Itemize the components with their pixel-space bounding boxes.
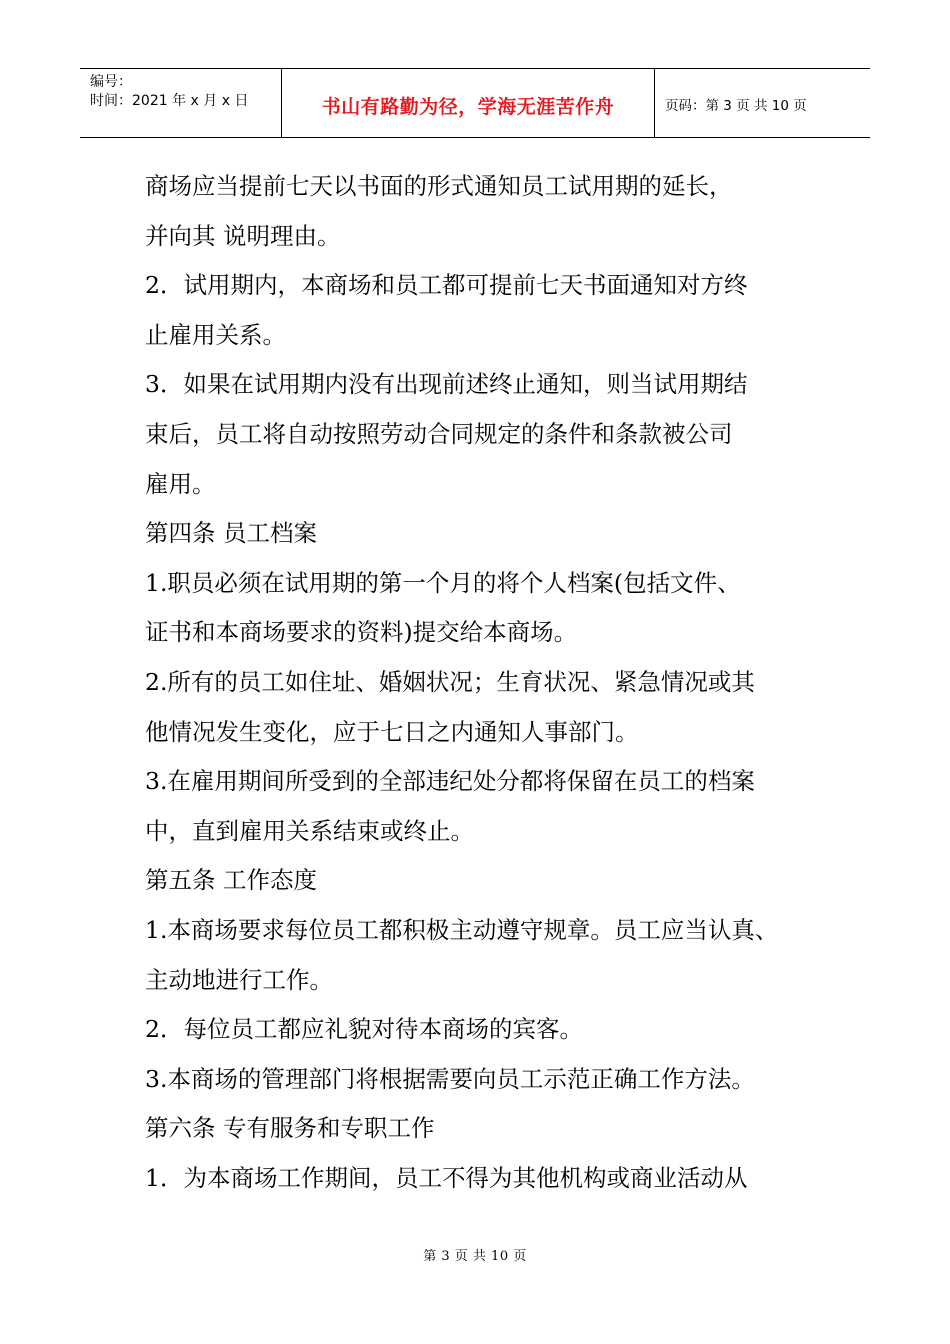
time-label: 时间：2021 年 x 月 x 日 (90, 93, 249, 109)
body-line: 1.职员必须在试用期的第一个月的将个人档案(包括文件、 (145, 568, 741, 597)
body-line: 并向其 说明理由。 (145, 221, 341, 250)
body-line: 证书和本商场要求的资料)提交给本商场。 (145, 618, 578, 647)
document-body (145, 162, 825, 1203)
section-heading: 第五条 工作态度 (145, 866, 317, 895)
body-line: 止雇用关系。 (145, 320, 286, 349)
footer-page-number: 第 3 页 共 10 页 (423, 1249, 527, 1264)
body-line: 1.本商场要求每位员工都积极主动遵守规章。员工应当认真、 (145, 915, 779, 944)
body-line: 2.所有的员工如住址、婚姻状况；生育状况、紧急情况或其 (145, 667, 755, 696)
body-line: 雇用。 (145, 469, 216, 498)
page-info-text: 页码：第 3 页 共 10 页 (665, 98, 807, 114)
body-line: 2．每位员工都应礼貌对待本商场的宾客。 (145, 1015, 583, 1044)
section-heading: 第六条 专有服务和专职工作 (145, 1114, 435, 1143)
body-line: 中，直到雇用关系结束或终止。 (145, 816, 474, 845)
body-line: 1．为本商场工作期间，员工不得为其他机构或商业活动从 (145, 1163, 748, 1192)
header-meta (80, 69, 282, 137)
body-line: 他情况发生变化，应于七日之内通知人事部门。 (145, 717, 639, 746)
page-footer (0, 1245, 950, 1264)
body-line: 商场应当提前七天以书面的形式通知员工试用期的延长， (145, 172, 733, 200)
body-line: 3．如果在试用期内没有出现前述终止通知，则当试用期结 (145, 370, 748, 399)
body-line: 3.在雇用期间所受到的全部违纪处分都将保留在员工的档案 (145, 767, 755, 796)
document-header (80, 68, 870, 138)
body-line: 3.本商场的管理部门将根据需要向员工示范正确工作方法。 (145, 1064, 755, 1093)
header-motto-cell (282, 69, 655, 137)
body-line: 束后，员工将自动按照劳动合同规定的条件和条款被公司 (145, 419, 733, 448)
motto-text: 书山有路勤为径，学海无涯苦作舟 (321, 95, 615, 118)
body-line: 2．试用期内，本商场和员工都可提前七天书面通知对方终 (145, 271, 748, 300)
header-page-info (655, 69, 870, 137)
section-heading: 第四条 员工档案 (145, 519, 317, 548)
number-label: 编号： (90, 74, 132, 90)
body-line: 主动地进行工作。 (145, 965, 333, 994)
